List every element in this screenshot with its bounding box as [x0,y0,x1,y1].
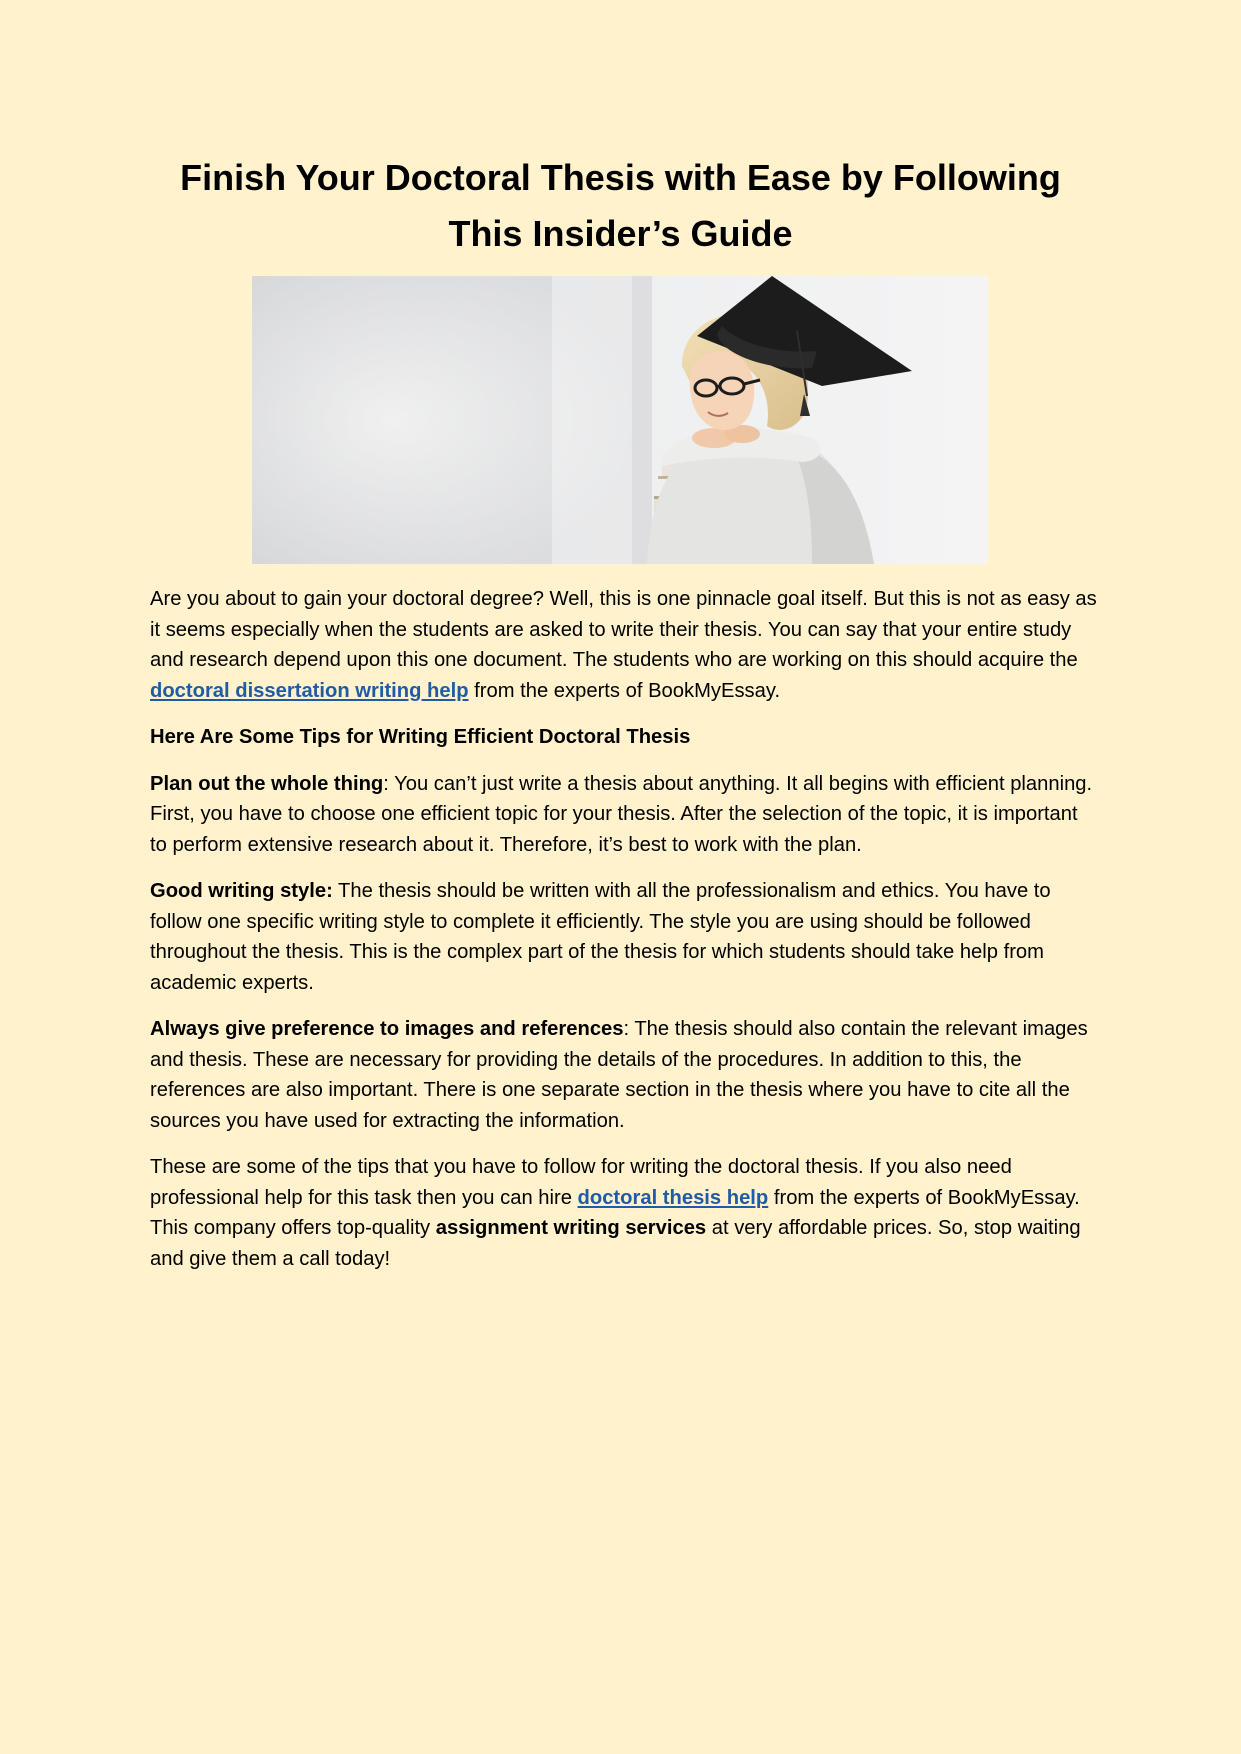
closing-text-end: at very affordable prices. So, stop waiting and give them a call today! [150,1217,1081,1270]
tip-heading: Always give preference to images and references [150,1018,624,1040]
closing-text-middle: from the experts of BookMyEssay. This company offers top-quality [150,1186,1080,1239]
document-title: Finish Your Doctoral Thesis with Ease by Following This Insider’s Guide [180,157,1061,254]
tip-heading: Plan out the whole thing [150,772,384,795]
intro-text-end: from the experts of BookMyEssay. [468,679,781,702]
tip-body: : You can’t just write a thesis about anything. It all begins with efficient planning. First, you have to choose one efficient topic for your thesis. After the selection of the topic, it is important to perform extensive research about it. Therefore, it’s best to work with the plan. [150,772,1093,856]
closing-text: These are some of the tips that you have to follow for writing the doctoral thesis. If you also need professional help for this task then you can hire [150,1156,1012,1209]
tip-paragraph [150,769,1100,861]
tip-heading: Good writing style: [150,880,333,902]
graduate-with-books-photo [252,276,988,564]
closing-paragraph [150,1152,1100,1274]
tip-paragraph [150,1014,1100,1136]
doctoral-thesis-help-link[interactable]: doctoral thesis help [577,1186,769,1209]
tip-body: The thesis should be written with all the professionalism and ethics. You have to follow one specific writing style to complete it efficiently. The style you are using should be followed throughout the thesis. This is the complex part of the thesis for which students should take help from academic experts. [150,880,1051,994]
tip-paragraph [150,876,1100,998]
article-body [150,584,1100,1290]
intro-paragraph [150,584,1100,706]
intro-text: Are you about to gain your doctoral degree? Well, this is one pinnacle goal itself. But this is not as easy as it seems especially when the students are asked to write their thesis. You can say that your entire study and research depend upon this one document. The students who are working on this should acquire the [150,588,1097,671]
doctoral-dissertation-writing-help-link[interactable]: doctoral dissertation writing help [150,679,469,702]
tip-body: : The thesis should also contain the relevant images and thesis. These are necessary for providing the details of the procedures. In addition to this, the references are also important. There is one separate section in the thesis where you have to cite all the sources you have used for extracting the information. [150,1018,1088,1132]
tips-subheading: Here Are Some Tips for Writing Efficient Doctoral Thesis [150,726,691,748]
assignment-writing-services-text: assignment writing services [435,1217,707,1239]
